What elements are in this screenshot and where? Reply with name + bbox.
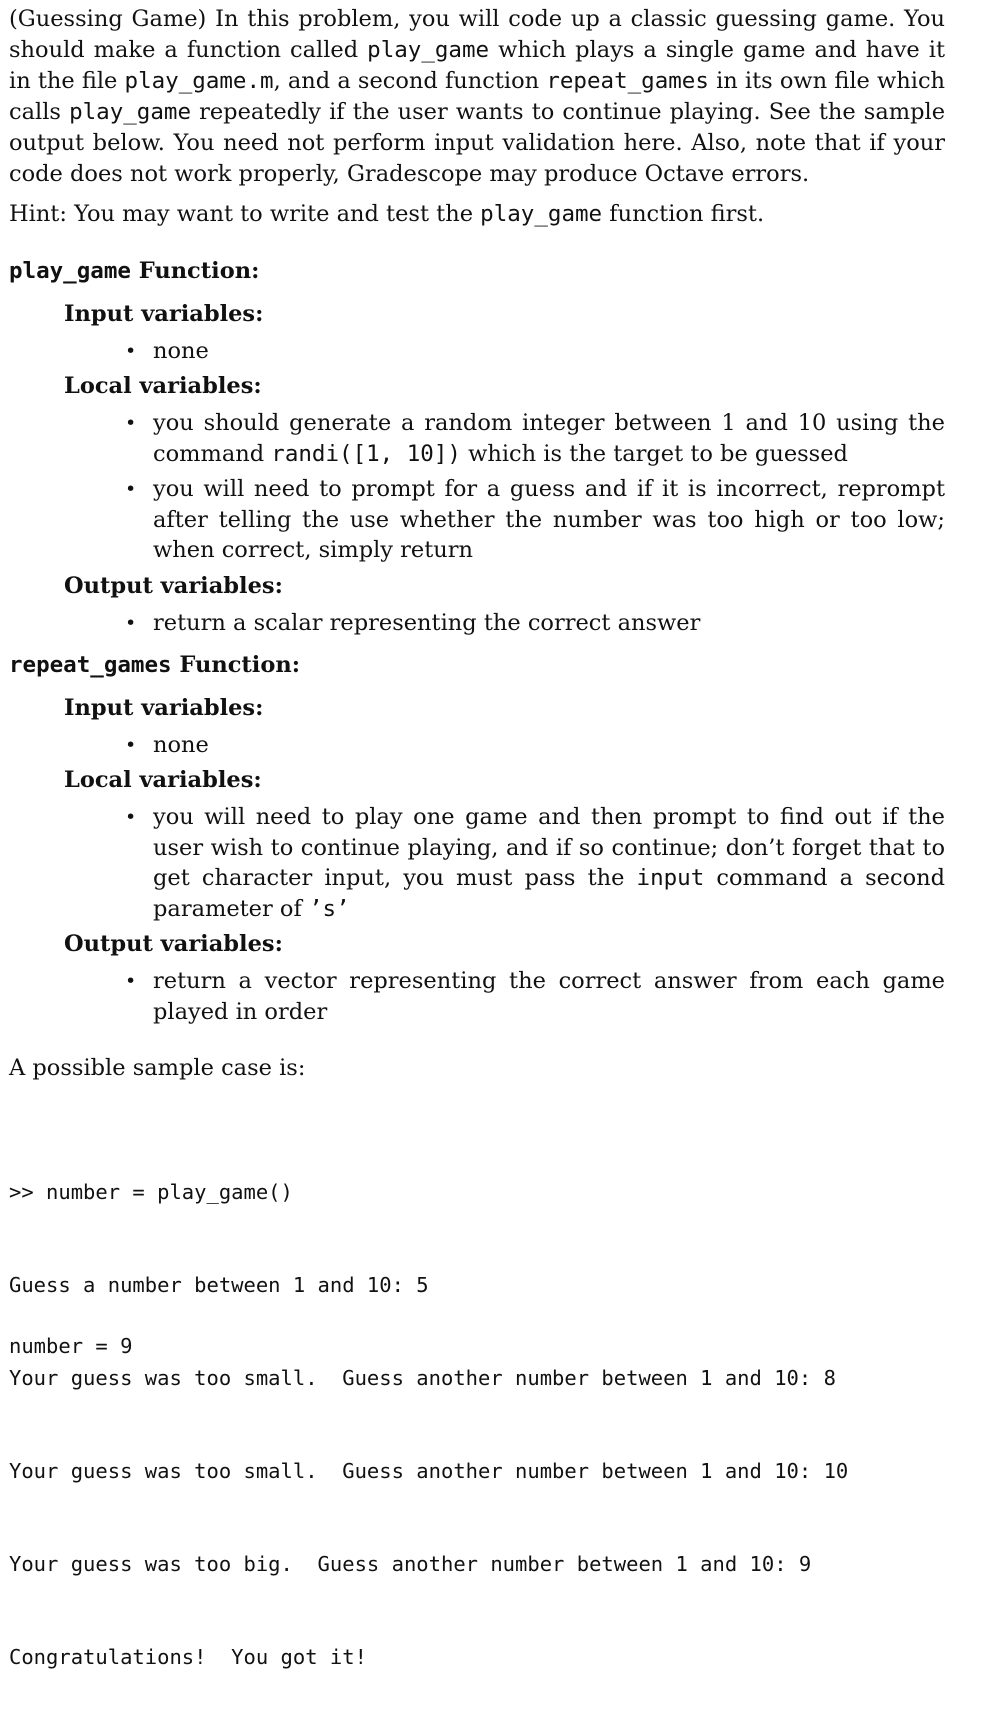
list-item: • none bbox=[125, 336, 945, 367]
hint-paragraph bbox=[9, 199, 945, 230]
repeat-games-heading-label: Function: bbox=[179, 652, 301, 678]
list-item: • you will need to play one game and then prompt to find out if the user wish to continue playing, and if so continue; don’t forget that to get character input, you must pass the input command a second parameter of ’s’ bbox=[125, 802, 945, 924]
play-game-heading-name: play_game bbox=[9, 258, 131, 284]
repeat-games-heading-name: repeat_games bbox=[9, 652, 172, 678]
list-item: • return a vector representing the correct answer from each game played in order bbox=[125, 966, 945, 1027]
code-input: input bbox=[636, 865, 705, 891]
play-game-heading bbox=[9, 256, 259, 286]
play-game-output-heading: Output variables: bbox=[64, 573, 283, 599]
repeat-games-local-list bbox=[125, 802, 945, 924]
repeat-games-output-heading: Output variables: bbox=[64, 931, 283, 957]
hint-text-2: function first. bbox=[609, 201, 765, 227]
sample-intro: A possible sample case is: bbox=[9, 1055, 306, 1081]
repeat-games-heading bbox=[9, 650, 300, 680]
code-line: Congratulations! You got it! bbox=[9, 1645, 367, 1669]
play-game-heading-label: Function: bbox=[138, 258, 260, 284]
sample-output-block bbox=[9, 1115, 848, 1735]
intro-text-4: in its own file which calls bbox=[9, 68, 946, 125]
list-item: • none bbox=[125, 730, 945, 761]
play-game-local-list bbox=[125, 408, 945, 566]
code-line: Your guess was too small. Guess another number between 1 and 10: 8 bbox=[9, 1366, 836, 1390]
play-game-input-list bbox=[125, 336, 945, 367]
hint-text-1: Hint: You may want to write and test the bbox=[9, 201, 474, 227]
play-game-local-heading: Local variables: bbox=[64, 373, 262, 399]
code-line: Your guess was too big. Guess another number between 1 and 10: 9 bbox=[9, 1552, 812, 1576]
hint-code: play_game bbox=[480, 201, 603, 227]
repeat-games-output-list bbox=[125, 966, 945, 1027]
code-play-game: play_game bbox=[367, 37, 490, 63]
sample-result: number = 9 bbox=[9, 1334, 133, 1358]
intro-text-1: (Guessing Game) In this problem, you will code up a classic guessing game. You should make a function called bbox=[9, 6, 945, 63]
list-item: • return a scalar representing the correct answer bbox=[125, 608, 945, 639]
intro-paragraph bbox=[9, 4, 945, 190]
code-filename: play_game.m bbox=[124, 68, 274, 94]
intro-text-5: repeatedly if the user wants to continue playing. See the sample output below. You need not perform input validation here. Also, note that if your code does not work properly, Gradescope may produce Octave errors. bbox=[9, 99, 946, 187]
list-item: • you should generate a random integer between 1 and 10 using the command randi([1, 10]) which is the target to be guessed bbox=[125, 408, 945, 469]
intro-text-2: which plays a single game and have it in the file bbox=[9, 37, 945, 94]
code-line: >> number = play_game() bbox=[9, 1180, 293, 1204]
play-game-output-list bbox=[125, 608, 945, 639]
repeat-games-input-heading: Input variables: bbox=[64, 695, 264, 721]
code-repeat-games: repeat_games bbox=[546, 68, 709, 94]
repeat-games-input-list bbox=[125, 730, 945, 761]
list-item: • you will need to prompt for a guess and if it is incorrect, reprompt after telling the use whether the number was too high or too low; when correct, simply return bbox=[125, 474, 945, 566]
play-game-input-heading: Input variables: bbox=[64, 301, 264, 327]
code-play-game-2: play_game bbox=[69, 99, 191, 125]
code-line: Guess a number between 1 and 10: 5 bbox=[9, 1273, 429, 1297]
code-randi: randi([1, 10]) bbox=[271, 440, 461, 467]
code-s: ’s’ bbox=[308, 895, 350, 922]
intro-text-3: , and a second function bbox=[273, 68, 540, 94]
code-line: Your guess was too small. Guess another number between 1 and 10: 10 bbox=[9, 1459, 849, 1483]
repeat-games-local-heading: Local variables: bbox=[64, 767, 262, 793]
